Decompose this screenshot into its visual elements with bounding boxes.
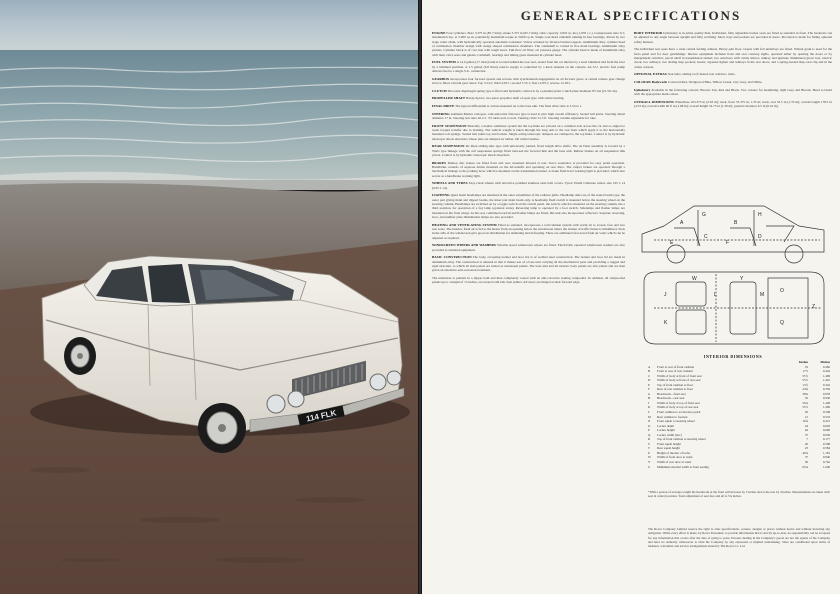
dimension-code: F bbox=[648, 387, 650, 392]
dimension-description: Locker width (m/c) bbox=[657, 432, 682, 437]
dimension-description: Locker height bbox=[657, 428, 675, 433]
interior-dimensions-table bbox=[648, 360, 830, 469]
dimension-inches: 24 bbox=[804, 423, 808, 428]
dimension-code: E bbox=[648, 382, 650, 387]
dimension-inches: 20 bbox=[804, 410, 808, 415]
spec-paragraph bbox=[432, 104, 625, 108]
interior-dimensions-diagram bbox=[634, 196, 832, 348]
spec-text: Variable speed windscreen wipers are fitted. Electrically operated windscreen washers are also provided as standard equipment. bbox=[432, 243, 625, 252]
spec-paragraph bbox=[432, 31, 625, 57]
spec-paragraph bbox=[432, 60, 625, 73]
spec-paragraph bbox=[634, 72, 832, 76]
spec-text: Adamant Marles cam gear, cam-and-roller follower type is used to give high overall efficiency. Sealed ball joints. Steering wheel diameter 17 in. Steering box ratio 20.2:1. 3½ turns lock to lock. Turning circle 31.5 ft. Steering column adjustable for rake. bbox=[432, 111, 625, 120]
spec-text: Basically a double wishbone system but the top links are pivoted on a common axis across the car and so angled to resist torques transfer due to braking. The vehicle weight is taken through the long arm to the rear horn which apply it to the horizontally mounted coil springs. Sealed ball joints top and bottom. Single-acting telescopic dampers are clamped to the top links. Control is by hydraulic telescopic shock absorbers whose pins are damped on rubber. Oil rubber bushes. bbox=[432, 123, 626, 141]
dimension-description: Rear of rear cushion to floor bbox=[657, 387, 694, 392]
dimension-inches: 23 bbox=[804, 446, 808, 451]
dimension-code: Y bbox=[648, 460, 651, 465]
spec-paragraph bbox=[432, 144, 625, 157]
svg-text:Q: Q bbox=[780, 320, 784, 326]
dimension-code: B bbox=[648, 369, 651, 374]
page-title: GENERAL SPECIFICATIONS bbox=[520, 8, 742, 23]
dimension-code: C bbox=[648, 373, 651, 378]
dimension-description: Front to rear of front cushion bbox=[657, 364, 695, 369]
dimension-code: W bbox=[648, 455, 652, 460]
dimension-description: Rear cushion to footrest bbox=[657, 414, 688, 419]
dimension-code: T bbox=[648, 446, 650, 451]
spec-paragraph bbox=[634, 88, 832, 97]
dimension-metres: 0.930 bbox=[822, 396, 830, 401]
dimension-inches: 37 bbox=[804, 455, 808, 460]
spec-text: Fitted as standard, incorporates a recirculation system with warm air to screen, face and two rear seats. The interior, fresh air is fed to the heater from an opening below the windscreen where the bonnet of traffic fumes is minimised. Slots in the sills of the windscreen give good air distribution for demisting and defrosting. There are additional face-level fresh air vents which can be adjusted as required. bbox=[432, 222, 625, 240]
dimension-code: L bbox=[648, 410, 650, 415]
spec-text: Cotswold Red, Wedgwood Blue, Willow Green, City Grey, and White. bbox=[667, 79, 763, 84]
svg-text:A: A bbox=[680, 220, 684, 226]
car-photo-page bbox=[0, 0, 418, 594]
dimension-metres: 0.533 bbox=[822, 414, 830, 419]
dimension-metres: 0.508 bbox=[822, 441, 830, 446]
dimension-inches: 17½ bbox=[802, 369, 808, 374]
dimension-description: Width of body at front of rear seat bbox=[657, 378, 701, 383]
dimension-code: H bbox=[648, 396, 651, 401]
spec-text: Easy-clean wheels with attractive polished stainless steel trim covers. Tyres: Pirelli Cinturato tubed, size 165 x 14 (6.95 x 14). bbox=[432, 181, 625, 190]
dimension-description: Headroom—front seat bbox=[657, 391, 686, 396]
dimension-code: Q bbox=[648, 432, 651, 437]
spec-heading: BODY INTERIOR bbox=[634, 31, 663, 35]
dimension-metres: 1.649 bbox=[822, 464, 830, 469]
spec-paragraph bbox=[432, 193, 625, 219]
dimension-inches: 55½ bbox=[802, 373, 808, 378]
spec-right-column bbox=[634, 31, 832, 112]
dimension-description: Width of body at top of front seat bbox=[657, 400, 700, 405]
dimension-metres: 0.940 bbox=[822, 455, 830, 460]
dimension-inches: 37 bbox=[804, 432, 808, 437]
dimension-metres: 0.415 bbox=[822, 419, 830, 424]
dimension-metres: 0.350 bbox=[822, 387, 830, 392]
spec-text: Quad beam headlamps are mounted in the outer extremities of the radiator grille. Headlamp units are of the sealed beam type, the outer pair giving main and dipped beams, the inner pair main beam only. A headlamp flash switch is mounted below the steering wheel on the steering column. Headlamps are switched on by a toggle switch on the switch panel, the switch, which is mounted on the steering column, has a third position, for operation of a fog lamp (optional extra). Reversing lamp is operated by a foot switch. Sidelamps and flasher lamps are mounted on the front wings. At the rear, combined rear/tail and flasher lamps are fitted, this unit also incorporates reflectors. Separate reversing, boot, and number plate illumination lamps are also provided. bbox=[432, 193, 625, 219]
svg-text:W: W bbox=[692, 276, 697, 282]
dimension-code: O bbox=[648, 423, 651, 428]
dimension-code: D bbox=[648, 378, 651, 383]
dimension-code: Z bbox=[648, 464, 650, 469]
spec-heading: COLOURS Bodywork bbox=[634, 79, 668, 84]
dimensions-footnote: *With a person of average weight the headroom at the front will increase by 5 inches and at the rear by 4 inches. Measurements are taken with seat in central position. Total adjustment of seat fore and aft is 5¾ inches. bbox=[648, 490, 830, 499]
dimension-inches: 56¼ bbox=[802, 400, 808, 405]
svg-text:E: E bbox=[670, 240, 674, 246]
spec-text: Wheelbase 103.375 in (2.63 m); track, front 53.375 in, 1.35 m; track, rear 52.5 in (1.33 m); overall length 178.5 in (4.53 m); overall width 66 ft in (1.68 m); overall height 54.75 in (1.39 m); ground clearance 6.5 in (0.16 m). bbox=[634, 99, 832, 108]
spec-text: The body, excepting bonnet and boot lid, is of welded steel construction. The bonnet and boot lid are made in aluminium alloy. The construction is unusual in that it makes use of a base unit carrying all the mechanical parts and providing a rugged and rigid structure, to which all skin panels are bolted as unstressed panels. The base unit and all exterior body panels are zinc plated and are then given an extensive anti-corrosion treatment. bbox=[432, 255, 625, 273]
dimension-metres: 0.444 bbox=[822, 369, 830, 374]
dimension-inches: 19 bbox=[804, 364, 808, 369]
spec-paragraph bbox=[432, 124, 625, 141]
dimension-metres: 0.342 bbox=[822, 382, 830, 387]
dimension-description: Width of body at top of rear seat bbox=[657, 405, 699, 410]
dimension-metres: 1.409 bbox=[822, 373, 830, 378]
dimension-inches: 20 bbox=[804, 441, 808, 446]
spec-heading: ENGINE bbox=[432, 31, 446, 35]
spec-heading: OVERALL DIMENSIONS bbox=[634, 99, 674, 104]
spec-text: Incorporates four forward speeds and reverse with synchromesh engagement on all forward gears. A central remote gear change lever is fitted. Overall gear ratios: Top 3.54:1; third 4.93:1; second 7.55:1; first 12.83:1; reverse 12.18:1. bbox=[432, 76, 625, 86]
dimension-row bbox=[648, 465, 830, 470]
dimension-inches: 16¾ bbox=[802, 419, 808, 424]
spec-heading: PROPELLER SHAFT bbox=[432, 96, 466, 101]
dimensions-table-body bbox=[648, 365, 830, 470]
spec-left-column bbox=[432, 31, 625, 288]
spec-text: Four cylinders. Bore 3.375 in (85.7 mm); stroke 3.375 in (85.7 mm); cubic capacity 120.8 cu. ins (1,978 c.c.). Compression ratio 9:1; maximum b.h.p. at 5,000 r.p.m. (standard); maximum torque at 3,000 r.p.m. Single over-head camshaft running in four bearings, driven by two stage roller chain, with hydraulically operated automatic tensioner. Valves actuated by inverted bucket tappets. Aluminium alloy cylinder head of combustion chamber design with wedge shaped combustion chambers. The crankshaft is carried in five main bearings. Aluminium alloy pistons. Cylinder block is of cast iron with tough bores. Full-flow oil filter; oil pressure gauge. The cylinder head is made of aluminium alloy with inset valve seats and guides. Camshaft, bearings and timing gears mounted in cylinder head. bbox=[432, 31, 625, 57]
dimension-description: Front squab height bbox=[657, 441, 681, 446]
svg-text:M: M bbox=[760, 292, 765, 298]
dimension-inches: 26 bbox=[804, 428, 808, 433]
dimension-description: Height of interior of locks bbox=[657, 450, 691, 455]
dimension-description: Width of body at front of front seat bbox=[657, 373, 702, 378]
dimension-metres: 1.410 bbox=[822, 378, 830, 383]
rover-disclaimer: The Rover Company Limited reserve the right to alter specifications, colours, designs or prices without notice and without incurring any obligation. While every effort is made, by Rover Personnel, to provide information that is strictly up-to-date, no responsibility can be accepted for any information that occurs after the date of going to press. Persons dealing in the Company's goods are not the agents of the Company and have no authority whatsoever to bind the Company by any expressed or implied undertaking. Sales are conditional upon terms of business, warranties and service arrangements issued by The Rover Co. Ltd. bbox=[648, 527, 830, 549]
svg-text:O: O bbox=[780, 288, 784, 294]
dimension-metres: 0.660 bbox=[822, 428, 830, 433]
svg-text:K: K bbox=[664, 320, 668, 326]
dimension-inches: 13½ bbox=[802, 382, 808, 387]
dimension-description: Top of front cushion to floor bbox=[657, 382, 694, 387]
spec-paragraph bbox=[432, 223, 625, 240]
dimension-description: Minimum external width at front seating bbox=[657, 464, 709, 469]
spec-heading: HEATING AND VENTILATING SYSTEM bbox=[432, 222, 497, 227]
spec-paragraph bbox=[432, 89, 625, 93]
dimension-metres: 0.482 bbox=[822, 364, 830, 369]
spec-paragraph bbox=[432, 77, 625, 86]
dimension-metres: 1.409 bbox=[822, 405, 830, 410]
spec-heading: BRAKES bbox=[432, 160, 447, 165]
number-plate: 114 FLK bbox=[305, 408, 338, 424]
dimension-metres: 1.428 bbox=[822, 400, 830, 405]
spec-paragraph bbox=[432, 243, 625, 252]
svg-text:G: G bbox=[702, 212, 706, 218]
spec-text: A 14.6 gallon (17 litres) tank is located behind the rear seat, sealed from the car interior by a steel bulkhead and from the boot by a trimmed partition. A 1.5 gallon (6.8 litres) reserve supply is controlled by a knob situated on the console. An S.U. electric fuel pump delivers fuel to a single S.U. carburettor. bbox=[432, 60, 626, 74]
dimension-description: Width of rear door at waist bbox=[657, 460, 692, 465]
spec-heading: FRONT SUSPENSION bbox=[432, 123, 467, 128]
dimension-inches: 30 bbox=[804, 460, 808, 465]
spec-heading: BASIC CONSTRUCTION bbox=[432, 255, 472, 260]
spec-text: The latest diaphragm spring type is fitted and hydraulic control is by a pendant pedal. Clutch plate diameter 8½ ins (21.59 cm). bbox=[447, 88, 618, 93]
spec-heading: WHEELS AND TYRES bbox=[432, 181, 468, 186]
spec-paragraph bbox=[432, 112, 625, 121]
spec-heading: REAR SUSPENSION bbox=[432, 144, 465, 149]
dimension-inches: 55½ bbox=[802, 405, 808, 410]
spec-text: Upholstery is in prime quality hide. Individual, fully adjustable bucket seats are fitted as standard in front. The backrests can be adjusted to any angle between upright and fully reclining. Short trays and pockets are provided in doors. Provision is made for fitting optional safety harness. bbox=[634, 31, 832, 44]
svg-text:H: H bbox=[758, 212, 762, 218]
svg-text:L: L bbox=[714, 292, 717, 298]
dimension-description: Front squab to steering wheel bbox=[657, 419, 695, 424]
dimension-metres: 0.939 bbox=[822, 432, 830, 437]
spec-heading: Upholstery bbox=[634, 87, 651, 92]
spec-heading: LIGHTING bbox=[432, 193, 450, 198]
dimension-code: R bbox=[648, 437, 651, 442]
spec-heading: FINAL DRIVE bbox=[432, 103, 455, 108]
spec-heading: STEERING bbox=[432, 111, 450, 116]
header-metres: Metres bbox=[820, 360, 830, 364]
interior-dimensions-title: INTERIOR DIMENSIONS bbox=[703, 354, 763, 359]
spec-text: De Dion sliding-tube type with universally jointed, fixed length drive shafts. The de Dion assembly is located by a Watts type linkage with the coil suspension springs fitted between the forward link and the base unit. Rubber bushes on all suspension link pivots. Control is by hydraulic telescopic shock absorbers. bbox=[432, 144, 625, 157]
dimension-inches: 21 bbox=[804, 414, 808, 419]
spec-paragraph bbox=[634, 100, 832, 109]
dimension-description: Locker depth bbox=[657, 423, 674, 428]
dimension-description: Front to rear of rear cushion bbox=[657, 369, 693, 374]
spec-heading: OPTIONAL EXTRAS bbox=[634, 72, 667, 77]
spec-paragraph bbox=[432, 181, 625, 190]
spec-text: The hypoid differential is carbon-mounted on to the base unit. The final drive ratio is 3.54 to 1. bbox=[455, 103, 583, 108]
dimension-inches: 24¾ bbox=[802, 387, 808, 392]
spec-paragraph bbox=[634, 31, 832, 44]
spec-text: Available in the following colours: Biscuit, Tan, Red and Black. Two colours for headlining, light Grey and Biscuit. Head to blend with the appropriate main colour. bbox=[634, 87, 832, 96]
header-inches: Inches bbox=[799, 360, 808, 364]
spec-heading: CLUTCH bbox=[432, 88, 447, 93]
dimension-code: J bbox=[648, 400, 650, 405]
dimension-inches: 46¾ bbox=[802, 450, 808, 455]
dimension-description: Width of front door at waist bbox=[657, 455, 693, 460]
dimension-description: Rear squab height bbox=[657, 446, 681, 451]
dimension-inches: 7 bbox=[806, 437, 808, 442]
svg-text:C: C bbox=[704, 234, 708, 240]
spec-text: Seat belts; sliding roof; heated rear window; radio. bbox=[667, 72, 736, 77]
svg-text:B: B bbox=[734, 220, 738, 226]
dimension-code: P bbox=[648, 428, 650, 433]
spec-paragraph bbox=[432, 161, 625, 178]
dimension-code: G bbox=[648, 391, 651, 396]
dimension-code: U bbox=[648, 450, 651, 455]
dimension-inches: 65¼ bbox=[802, 464, 808, 469]
dimension-inches: 38¼ bbox=[802, 391, 808, 396]
svg-text:Z: Z bbox=[812, 304, 816, 310]
spec-paragraph bbox=[432, 276, 625, 285]
svg-text:Y: Y bbox=[740, 276, 744, 282]
dimension-description: Headroom—rear seat bbox=[657, 396, 685, 401]
dimension-metres: 1.181 bbox=[822, 450, 830, 455]
spec-paragraph bbox=[634, 80, 832, 84]
dimension-metres: 0.978 bbox=[822, 391, 830, 396]
dimension-inches: 35 bbox=[804, 396, 808, 401]
spec-paragraph bbox=[432, 255, 625, 272]
dimension-code: A bbox=[648, 364, 651, 369]
spec-paragraph bbox=[432, 96, 625, 100]
dimension-code: M bbox=[648, 414, 651, 419]
dimension-metres: 0.762 bbox=[822, 460, 830, 465]
spec-text: The underside is painted in a dipper bath and then completely coated with an anti-corrosive sealing compound. In addition, all rustproofed panels up to a height of 15 inches, are treated with zinc dust primer. All doors are hinged at their forward edge. bbox=[432, 275, 625, 285]
svg-text:D: D bbox=[758, 234, 762, 240]
dimension-description: Top of front cushion to steering wheel bbox=[657, 437, 706, 442]
rear-wheel bbox=[64, 337, 96, 375]
dimension-metres: 0.177 bbox=[822, 437, 830, 442]
dimension-code: K bbox=[648, 405, 651, 410]
dimension-inches: 55½ bbox=[802, 378, 808, 383]
dimension-code: S bbox=[648, 441, 650, 446]
dimension-metres: 0.508 bbox=[822, 410, 830, 415]
front-wheel bbox=[198, 403, 246, 453]
spec-paragraph bbox=[634, 47, 832, 69]
spec-heading: FUEL SYSTEM bbox=[432, 60, 456, 65]
spec-text: Hardy-Spicer; two-piece propeller shaft of open type with centre bearing. bbox=[466, 96, 565, 101]
dimension-description: Front cushion to accelerator pedal bbox=[657, 410, 701, 415]
spec-heading: WINDSCREEN WIPERS AND WASHERS bbox=[432, 243, 496, 248]
svg-text:F: F bbox=[726, 240, 730, 246]
car-beach-photo bbox=[0, 0, 418, 594]
dimension-metres: 0.584 bbox=[822, 446, 830, 451]
specifications-page bbox=[422, 0, 840, 594]
dimension-metres: 0.603 bbox=[822, 423, 830, 428]
spec-text: The individual rear seats have a wide central folding armrest. Heavy-pile floor carpets with felt underlays are fitted. Walnut grain is used for the facia panel and for door garnishings. Interior equipment includes front and rear courtesy lights, operated either by opening the doors or by independent switches; parcel shelf in transmission tunnel; two sunvisors with vanity mirror; ashtray and ignition; illuminated glove box; electric clock; two ashtrays; two sliding map pockets; hooks; cigarette lighter and ashtrays in the rear doors, and a spring-loaded map-card clip and in the centre console. bbox=[634, 47, 832, 69]
spec-text: Dunlop disc brakes are fitted front and rear; mounted inboard at rear. Servo assistance is provided for easy pedal operation. Handbrake consists of separate drums mounted on the driveshafts and operating on rear discs. The caliper brakes are operated through a mechanical linkage to the parking lever which is mounted on the transmission tunnel. A brake fluid level warning light is provided, which also serves as a handbrake warning light. bbox=[432, 160, 625, 178]
dimension-code: N bbox=[648, 419, 651, 424]
spec-heading: GEARBOX bbox=[432, 76, 450, 81]
svg-text:J: J bbox=[664, 292, 667, 298]
